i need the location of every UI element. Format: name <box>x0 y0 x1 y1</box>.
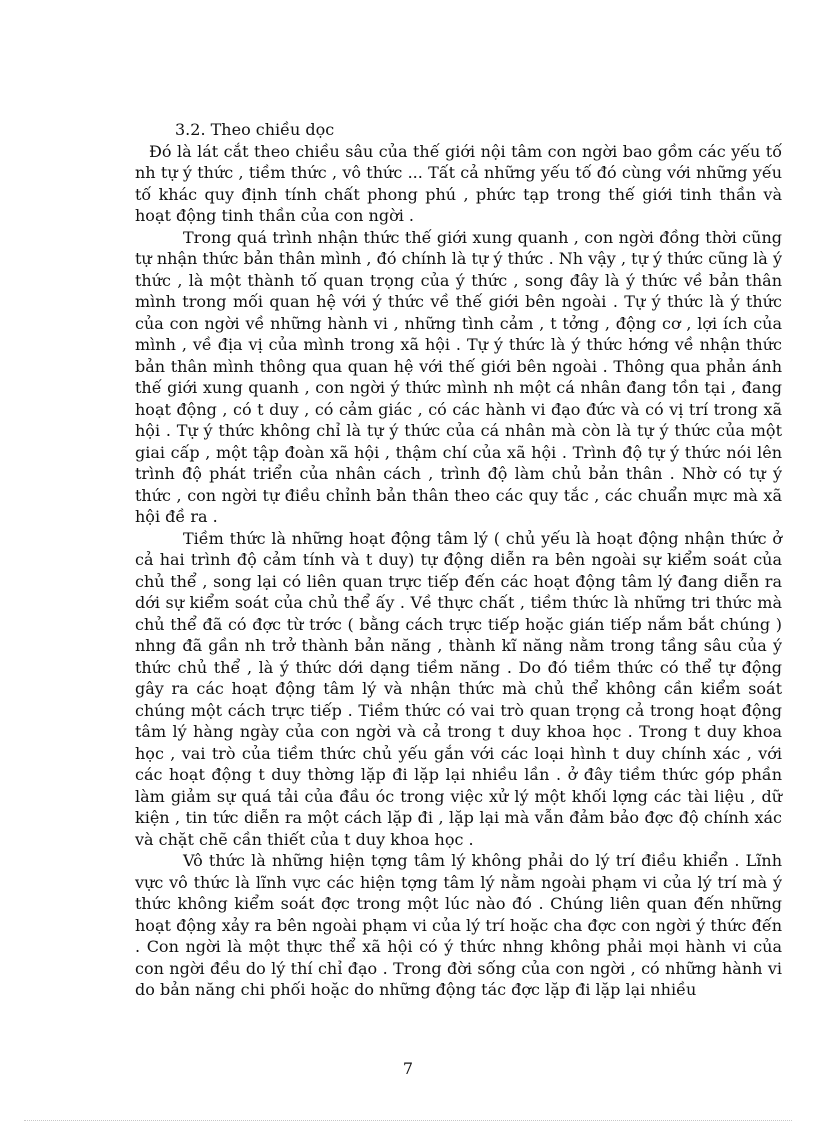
paragraph-intro: Đó là lát cắt theo chiều sâu của thế giới nội tâm con ngời bao gồm các yếu tố nh tự ý thức , tiềm thức , vô thức ... Tất cả những yếu tố đó cùng với những yếu tố khác quy định tính chất phong phú , phức tạp trong thế giới tinh thần và hoạt động tinh thần của con ngời . <box>135 141 782 225</box>
page-bottom-divider <box>24 1120 792 1121</box>
paragraph-self-awareness: Trong quá trình nhận thức thế giới xung quanh , con ngời đồng thời cũng tự nhận thức bản thân mình , đó chính là tự ý thức . Nh vậy , tự ý thức cũng là ý thức , là một thành tố quan trọng của ý thức , song đây là ý thức về bản thân mình trong mối quan hệ với ý thức về thế giới bên ngoài . Tự ý thức là ý thức của con ngời về những hành vi , những tình cảm , t tởng , động cơ , lợi ích của mình , về địa vị của mình trong xã hội . Tự ý thức là ý thức hớng về nhận thức bản thân mình thông qua quan hệ với thế giới bên ngoài . Thông qua phản ánh thế giới xung quanh , con ngời ý thức mình nh một cá nhân đang tồn tại , đang hoạt động , có t duy , có cảm giác , có các hành vi đạo đức và có vị trí trong xã hội . Tự ý thức không chỉ là tự ý thức của cá nhân mà còn là tự ý thức của một giai cấp , một tập đoàn xã hội , thậm chí của xã hội . Trình độ tự ý thức nói lên trình độ phát triển của nhân cách , trình độ làm chủ bản thân . Nhờ có tự ý thức , con ngời tự điều chỉnh bản thân theo các quy tắc , các chuẩn mực mà xã hội đề ra . <box>135 227 782 526</box>
section-heading: 3.2. Theo chiều dọc <box>175 120 335 139</box>
page-body <box>135 119 782 1001</box>
paragraph-subconscious: Tiềm thức là những hoạt động tâm lý ( chủ yếu là hoạt động nhận thức ở cả hai trình độ cảm tính và t duy) tự động diễn ra bên ngoài sự kiểm soát của chủ thể , song lại có liên quan trực tiếp đến các hoạt động tâm lý đang diễn ra dới sự kiểm soát của chủ thể ấy . Về thực chất , tiềm thức là những tri thức mà chủ thể đã có đợc từ trớc ( bằng cách trực tiếp hoặc gián tiếp nắm bắt chúng ) nhng đã gần nh trở thành bản năng , thành kĩ năng nằm trong tầng sâu của ý thức chủ thể , là ý thức dới dạng tiềm năng . Do đó tiềm thức có thể tự động gây ra các hoạt động tâm lý và nhận thức mà chủ thể không cần kiểm soát chúng một cách trực tiếp . Tiềm thức có vai trò quan trọng cả trong hoạt động tâm lý hàng ngày của con ngời và cả trong t duy khoa học . Trong t duy khoa học , vai trò của tiềm thức chủ yếu gắn với các loại hình t duy chính xác , với các hoạt động t duy thờng lặp đi lặp lại nhiều lần . ở đây tiềm thức góp phần làm giảm sự quá tải của đầu óc trong việc xử lý một khối lợng các tài liệu , dữ kiện , tin tức diễn ra một cách lặp đi , lặp lại mà vẫn đảm bảo đợc độ chính xác và chặt chẽ cần thiết của t duy khoa học . <box>135 528 782 849</box>
page-number: 7 <box>402 1059 414 1078</box>
paragraph-unconscious: Vô thức là những hiện tợng tâm lý không phải do lý trí điều khiển . Lĩnh vực vô thức là lĩnh vực các hiện tợng tâm lý nằm ngoài phạm vi của lý trí mà ý thức không kiểm soát đợc trong một lúc nào đó . Chúng liên quan đến những hoạt động xảy ra bên ngoài phạm vi của lý trí hoặc cha đợc con ngời ý thức đến . Con ngời là một thực thể xã hội có ý thức nhng không phải mọi hành vi của con ngời đều do lý thí chỉ đạo . Trong đời sống của con ngời , có những hành vi do bản năng chi phối hoặc do những động tác đợc lặp đi lặp lại nhiều <box>135 851 782 999</box>
